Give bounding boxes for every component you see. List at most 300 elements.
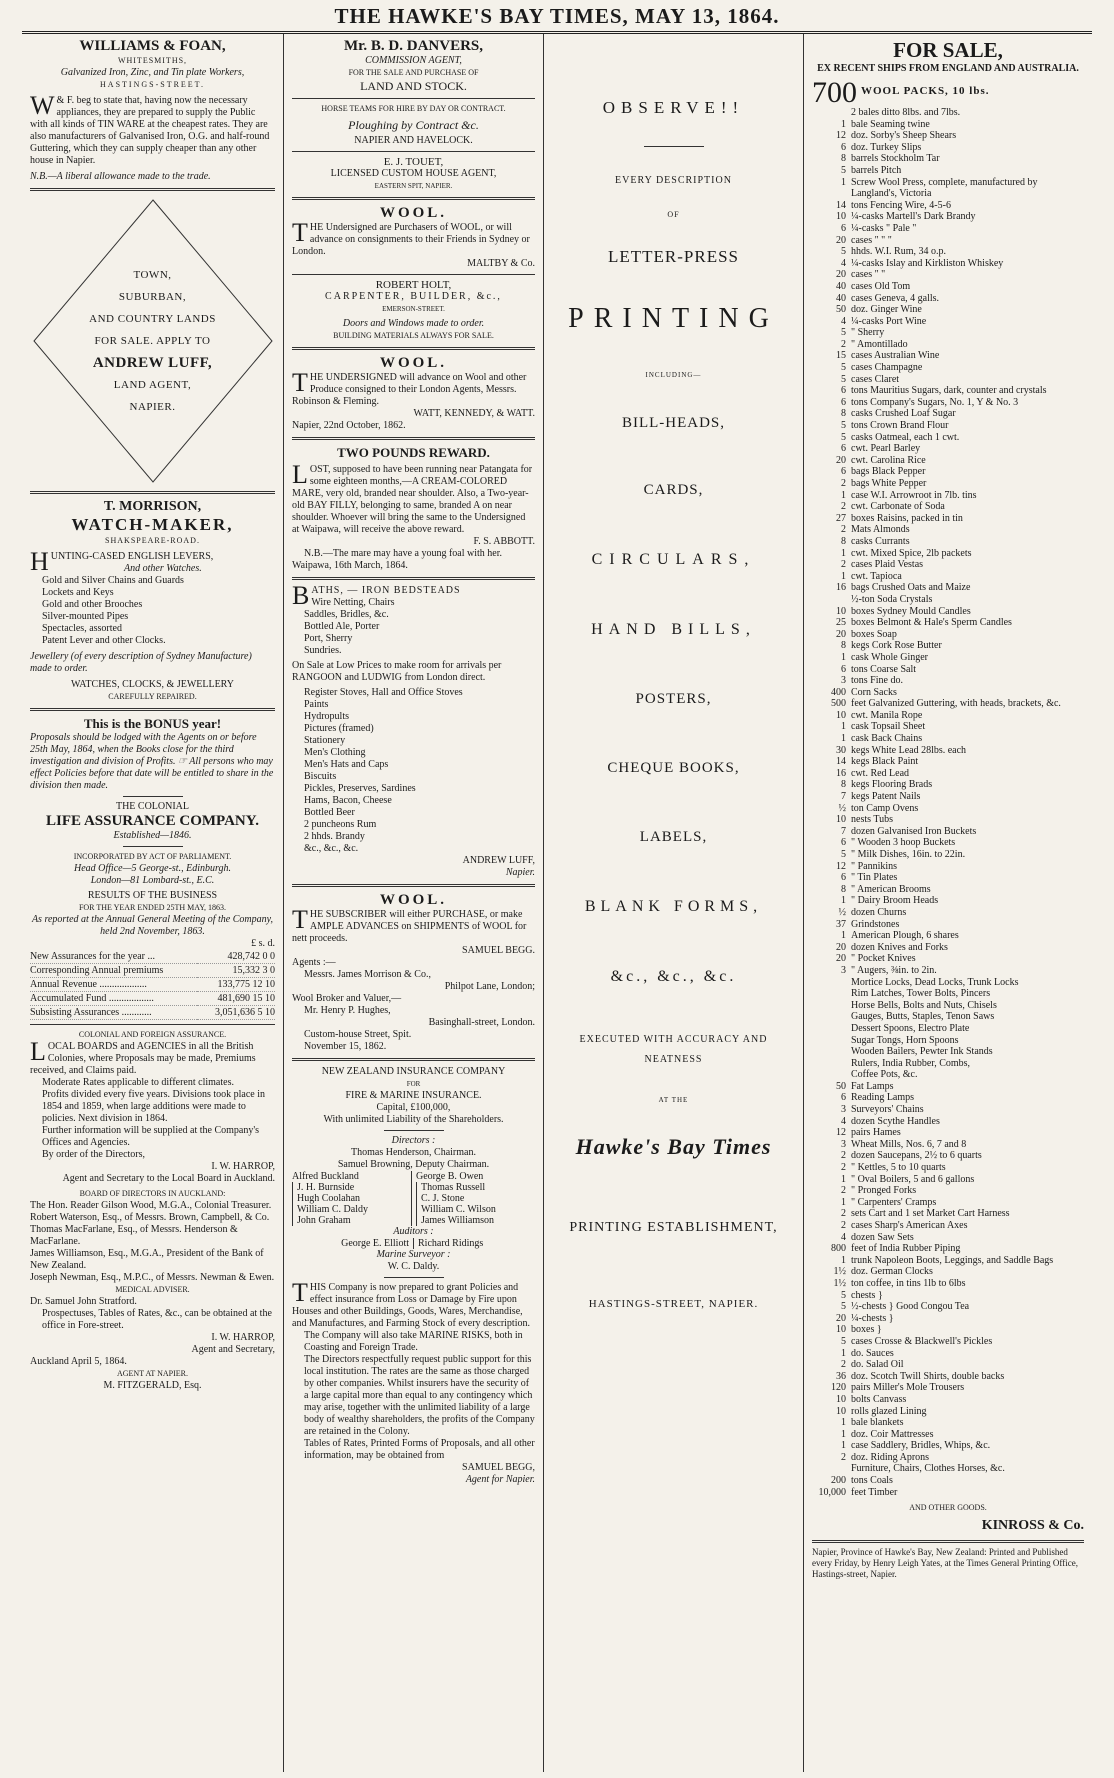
list-item: Port, Sherry <box>304 633 353 644</box>
list-item <box>812 1081 1084 1093</box>
list-item <box>812 965 1084 977</box>
ad-title: This is the BONUS year! <box>83 716 222 731</box>
item-description: cwt. Carbonate of Soda <box>851 501 945 513</box>
ad-line: NAPIER AND HAVELOCK. <box>354 135 473 146</box>
print-including: INCLUDING— <box>645 371 702 379</box>
lead-quantity: 700 <box>812 76 857 109</box>
item-quantity: 2 <box>841 478 846 489</box>
date-line: Napier, 22nd October, 1862. <box>292 420 406 431</box>
item-description: " Pronged Forks <box>851 1185 917 1197</box>
item-quantity: 1 <box>841 930 846 942</box>
item-quantity: 10,000 <box>818 1486 846 1498</box>
list-item <box>812 710 1084 722</box>
item-description: cases Geneva, 4 galls. <box>851 292 940 304</box>
item-quantity <box>812 1069 851 1081</box>
item-description: chests } <box>851 1289 883 1301</box>
item-description: sets Cart and 1 set Market Cart Harness <box>851 1208 1010 1220</box>
list-item <box>812 536 1084 548</box>
print-establishment: PRINTING ESTABLISHMENT, <box>569 1220 778 1235</box>
item-description: kegs Black Paint <box>851 756 919 768</box>
date-line: November 15, 1862. <box>304 1041 387 1052</box>
item-description: kegs Cork Rose Butter <box>851 640 942 652</box>
company-pre: THE COLONIAL <box>115 801 190 812</box>
divider <box>292 884 535 887</box>
item-quantity: 1 <box>841 489 846 501</box>
list-item <box>812 1058 1084 1070</box>
divider <box>30 1024 275 1025</box>
diamond-line: NAPIER. <box>129 401 176 413</box>
list-item <box>812 130 1084 142</box>
item-description: dozen Knives and Forks <box>851 941 948 953</box>
signature-role: Agent for Napier. <box>465 1474 535 1485</box>
table-row <box>30 992 275 1006</box>
item-description: dozen Scythe Handles <box>851 1115 940 1127</box>
item-description: Grindstones <box>851 918 900 930</box>
list-item <box>812 455 1084 467</box>
ad-address: SHAKSPEARE-ROAD. <box>105 536 200 545</box>
directors-left <box>292 1171 411 1226</box>
item-description: tons Mauritius Sugars, dark, counter and crystals <box>851 385 1047 397</box>
item-quantity: 2 <box>841 1208 846 1220</box>
item-description: doz. Sorby's Sheep Shears <box>851 130 957 142</box>
ad-subtitle: FIRE & MARINE INSURANCE. <box>345 1090 482 1101</box>
list-item: Men's Hats and Caps <box>304 759 389 770</box>
item-description: boxes Soap <box>851 628 897 640</box>
item-description: ¼-casks " Pale " <box>851 222 917 234</box>
print-cheque: CHEQUE BOOKS, <box>607 760 740 776</box>
row-label: Subsisting Assurances ............ <box>30 1006 197 1020</box>
item-quantity: 2 <box>841 524 846 536</box>
ad-body <box>292 905 535 945</box>
item-description: tons Fine do. <box>851 675 903 687</box>
list-item: Thomas Russell <box>416 1182 535 1193</box>
item-quantity: 7 <box>841 825 846 837</box>
list-item <box>812 629 1084 641</box>
surveyor-name: W. C. Daldy. <box>387 1261 440 1272</box>
agent-line: Basinghall-street, London. <box>428 1017 535 1028</box>
ad-note: Jewellery (of every description of Sydney Manufacture) made to order. <box>30 651 252 674</box>
list-item <box>812 1417 1084 1429</box>
list-item <box>812 1290 1084 1302</box>
item-list <box>292 687 535 855</box>
list-item <box>812 768 1084 780</box>
item-quantity: 5 <box>841 420 846 432</box>
item-description: ¼-casks Port Wine <box>851 315 927 327</box>
item-description: " Amontillado <box>851 338 908 350</box>
surveyor-heading: Marine Surveyor : <box>376 1249 451 1260</box>
item-description: kegs White Lead 28lbs. each <box>851 744 967 756</box>
item-description: doz. Coir Mattresses <box>851 1428 934 1440</box>
ad-wool-begg <box>292 892 535 1053</box>
row-label: New Assurances for the year ... <box>30 950 197 964</box>
list-item <box>812 374 1084 386</box>
agent-heading: AGENT AT NAPIER. <box>116 1369 189 1378</box>
list-item <box>812 513 1084 525</box>
signature: ANDREW LUFF, <box>462 855 535 866</box>
item-description: cases Claret <box>851 373 900 385</box>
ad-body <box>292 1278 535 1330</box>
list-item <box>812 1116 1084 1128</box>
diamond-text <box>30 264 275 418</box>
item-description: case W.I. Arrowroot in 7lb. tins <box>851 489 977 501</box>
order-line: By order of the Directors, <box>42 1149 146 1160</box>
list-item <box>812 1092 1084 1104</box>
list-item: Thomas MacFarlane, Esq., of Messrs. Henderson & MacFarlane. <box>30 1224 238 1247</box>
list-item: James Williamson, Esq., M.G.A., President of the Bank of New Zealand. <box>30 1248 264 1271</box>
item-description: " Milk Dishes, 16in. to 22in. <box>851 849 966 860</box>
list-item <box>812 675 1084 687</box>
ad-title: WOOL. <box>379 892 448 908</box>
drop-cap: T <box>292 905 308 934</box>
ad-role: CARPENTER, BUILDER, &c., <box>325 291 502 302</box>
item-list <box>292 597 535 657</box>
list-item <box>812 200 1084 212</box>
item-quantity: 14 <box>836 756 846 768</box>
list-item <box>812 1278 1084 1290</box>
item-description: Wheat Mills, Nos. 6, 7 and 8 <box>851 1138 967 1150</box>
item-description: " Kettles, 5 to 10 quarts <box>851 1162 946 1174</box>
item-description: doz. Scotch Twill Shirts, double backs <box>851 1370 1005 1382</box>
list-item <box>812 316 1084 328</box>
item-quantity: 20 <box>836 941 846 953</box>
item-description: doz. Ginger Wine <box>851 304 922 316</box>
diamond-line: LAND AGENT, <box>113 379 192 391</box>
for-sale-lead <box>812 76 1084 109</box>
list-item: James Williamson <box>416 1215 535 1226</box>
item-quantity: 5 <box>841 431 846 443</box>
list-item <box>812 1023 1084 1035</box>
ad-body-text: & F. beg to state that, having now the necessary appliances, they are prepared to supply the Public with all kinds of TIN WARE at the cheapest rates. They are also manufacturers of Galvanised Iron, O.G. and half-round Guttering, which they can supply cheaper than any other house in Napier. <box>30 95 270 166</box>
item-description: Rim Latches, Tower Bolts, Pincers <box>851 988 991 1000</box>
item-description: Gauges, Butts, Staples, Tenon Saws <box>851 1011 995 1023</box>
list-item <box>812 1394 1084 1406</box>
table-row <box>30 964 275 978</box>
imprint: Napier, Province of Hawke's Bay, New Zealand: Printed and Published every Friday, by Henry Leigh Yates, at the Times General Printing Office, Hastings-street, Napier. <box>812 1540 1084 1580</box>
list-item <box>812 849 1084 861</box>
foreign-body <box>30 1037 275 1077</box>
list-item <box>812 988 1084 1000</box>
item-quantity: 10 <box>836 709 846 721</box>
item-quantity <box>812 1023 851 1035</box>
ad-baths-luff <box>292 581 535 879</box>
divider <box>292 197 535 200</box>
ad-body <box>292 368 535 408</box>
item-quantity: 2 <box>841 338 846 350</box>
item-description: bolts Canvass <box>851 1393 907 1405</box>
list-item <box>812 1359 1084 1371</box>
list-item <box>812 953 1084 965</box>
item-quantity: 6 <box>841 663 846 675</box>
list-item <box>812 698 1084 710</box>
item-description: tons Company's Sugars, No. 1, Y & No. 3 <box>851 396 1019 408</box>
list-item: Pictures (framed) <box>304 723 374 734</box>
for-sale-subtitle: EX RECENT SHIPS FROM ENGLAND AND AUSTRALIA. <box>817 63 1079 74</box>
list-item <box>812 281 1084 293</box>
ad-line: HORSE TEAMS FOR HIRE BY DAY OR CONTRACT. <box>321 104 506 113</box>
item-description: " Augers, ⅜in. to 2in. <box>851 964 937 976</box>
list-item <box>812 1382 1084 1394</box>
item-description: doz. Riding Aprons <box>851 1451 930 1463</box>
list-item <box>812 779 1084 791</box>
divider <box>123 846 183 847</box>
item-description: casks Crushed Loaf Sugar <box>851 408 956 420</box>
list-item <box>812 687 1084 699</box>
list-item <box>812 339 1084 351</box>
signature: SAMUEL BEGG. <box>462 945 535 956</box>
list-item <box>812 907 1084 919</box>
ad-andrew-luff-lands <box>30 196 275 486</box>
item-quantity: 5 <box>841 1335 846 1347</box>
ad-body-text: The Directors respectfully request public support for this local institution. The rates are the same as those charged by other companies. Whilst insurers have the security of a large capital more than equal to any contingency which may arise, together with the unlimited liability of a large body of wealthy shareholders, the profits of the Company are retained in the Colony. <box>304 1354 535 1437</box>
item-quantity: 120 <box>831 1382 846 1394</box>
row-label: Annual Revenue ................... <box>30 978 197 992</box>
item-quantity: 16 <box>836 582 846 594</box>
print-etc: &c., &c., &c. <box>610 968 737 985</box>
agent-line: Philpot Lane, London; <box>444 981 535 992</box>
list-item <box>812 385 1084 397</box>
auditors-heading: Auditors : <box>393 1226 434 1237</box>
ad-address: EASTERN SPIT, NAPIER. <box>374 182 453 190</box>
diamond-line: TOWN, <box>133 269 172 281</box>
ad-address: EMERSON-STREET. <box>382 305 445 313</box>
divider <box>292 98 535 99</box>
list-item: Patent Lever and other Clocks. <box>42 635 166 646</box>
ad-title: WILLIAMS & FOAN, <box>79 38 226 54</box>
item-description: Fat Lamps <box>851 1080 894 1092</box>
foreign-body-text: Further information will be supplied at the Company's Offices and Agencies. <box>42 1125 260 1148</box>
list-item <box>812 733 1084 745</box>
item-description: " Sherry <box>851 327 885 339</box>
list-item <box>812 304 1084 316</box>
item-quantity: 200 <box>831 1475 846 1487</box>
item-quantity: 27 <box>836 512 846 524</box>
item-quantity <box>812 988 851 1000</box>
item-quantity: 12 <box>836 860 846 872</box>
ad-lead-text: UNTING-CASED ENGLISH LEVERS, <box>50 551 214 562</box>
list-item <box>812 211 1084 223</box>
item-quantity: 5 <box>841 1289 846 1301</box>
list-item <box>812 478 1084 490</box>
drop-cap: B <box>292 581 310 610</box>
item-description: dozen Saucepans, 2½ to 6 quarts <box>851 1150 982 1162</box>
list-item: Hams, Bacon, Cheese <box>304 795 392 806</box>
item-description: bags Black Pepper <box>851 466 926 478</box>
diamond-line: AND COUNTRY LANDS <box>89 313 216 325</box>
divider <box>384 1277 444 1278</box>
list-item <box>812 408 1084 420</box>
item-description: Mats Almonds <box>851 524 910 536</box>
ad-nz-insurance <box>292 1066 535 1486</box>
list-item: Gold and other Brooches <box>42 599 143 610</box>
item-quantity: 8 <box>841 779 846 791</box>
list-item <box>812 1185 1084 1197</box>
print-every: EVERY DESCRIPTION <box>615 175 732 186</box>
ad-body <box>30 91 275 167</box>
print-of: OF <box>667 210 680 219</box>
ad-title: WOOL. <box>379 355 448 371</box>
list-item <box>812 1336 1084 1348</box>
item-description: Surveyors' Chains <box>851 1104 924 1116</box>
list-item <box>812 1127 1084 1139</box>
company-title: LIFE ASSURANCE COMPANY. <box>46 813 259 829</box>
item-quantity: 50 <box>836 1080 846 1092</box>
item-description: cases Plaid Vestas <box>851 559 924 571</box>
company-head-office: Head Office—5 George-st., Edinburgh. <box>73 863 231 874</box>
item-list <box>30 575 275 647</box>
divider <box>292 274 535 275</box>
list-item <box>812 1011 1084 1023</box>
signature: I. W. HARROP, <box>211 1332 275 1343</box>
item-quantity: 36 <box>836 1370 846 1382</box>
item-quantity: 6 <box>841 466 846 478</box>
foreign-body-text: Moderate Rates applicable to different climates. <box>42 1077 234 1088</box>
item-description: casks Oatmeal, each 1 cwt. <box>851 431 960 443</box>
item-quantity: 2 <box>841 1451 846 1463</box>
list-item <box>812 1440 1084 1452</box>
item-description: tons Coals <box>851 1475 893 1487</box>
item-description: kegs Patent Nails <box>851 791 921 803</box>
item-description: ½-ton Soda Crystals <box>851 593 933 605</box>
list-item <box>812 490 1084 502</box>
list-item: Biscuits <box>304 771 337 782</box>
column-1 <box>22 34 284 1772</box>
agent-line: Mr. Henry P. Hughes, <box>304 1005 391 1016</box>
table-row <box>30 950 275 964</box>
list-item <box>812 432 1084 444</box>
ad-title: NEW ZEALAND INSURANCE COMPANY <box>321 1066 506 1077</box>
item-quantity: 6 <box>841 141 846 153</box>
item-description: bags Crushed Oats and Maize <box>851 582 971 594</box>
ad-subtitle: Galvanized Iron, Zinc, and Tin plate Workers, <box>60 67 245 78</box>
item-description: Screw Wool Press, complete, manufactured by Langland's, Victoria <box>851 176 1038 200</box>
ad-danvers <box>292 38 535 147</box>
item-description: " Pocket Knives <box>851 953 916 965</box>
item-quantity: 12 <box>836 130 846 142</box>
signature: KINROSS & Co. <box>981 1518 1084 1534</box>
row-label: Accumulated Fund .................. <box>30 992 197 1006</box>
foreign-body-text: Profits divided every five years. Divisions took place in 1854 and 1859, when large additions were made to policies. Next division in 1864. <box>42 1089 266 1124</box>
ad-body-text: The Company will also take MARINE RISKS, both in Coasting and Foreign Trade. <box>304 1330 523 1353</box>
item-description: barrels Stockholm Tar <box>851 153 940 165</box>
list-item <box>812 559 1084 571</box>
print-labels: LABELS, <box>639 829 708 845</box>
divider <box>30 491 275 494</box>
item-description: " Pannikins <box>851 860 898 872</box>
item-description: tons Fencing Wire, 4-5-6 <box>851 199 951 211</box>
item-description: ½-chests } Good Congou Tea <box>851 1301 970 1313</box>
lead-description: WOOL PACKS, 10 lbs. <box>861 85 990 97</box>
table-row <box>30 1006 275 1020</box>
item-description: Furniture, Chairs, Clothes Horses, &c. <box>851 1463 1005 1475</box>
item-description: boxes } <box>851 1324 882 1336</box>
company-est: Established—1846. <box>113 830 192 841</box>
list-item: Register Stoves, Hall and Office Stoves <box>304 687 463 698</box>
item-quantity <box>812 1463 851 1475</box>
list-item <box>812 350 1084 362</box>
masthead: THE HAWKE'S BAY TIMES, MAY 13, 1864. <box>22 0 1092 34</box>
ad-title: TWO POUNDS REWARD. <box>337 445 490 460</box>
print-paper-name: Hawke's Bay Times <box>575 1134 772 1159</box>
item-description: feet of India Rubber Piping <box>851 1243 961 1255</box>
item-quantity: 2 <box>841 1162 846 1174</box>
item-quantity: 1 <box>841 1440 846 1452</box>
item-description: tons Coarse Salt <box>851 663 916 675</box>
list-item: Richard Ridings <box>413 1238 535 1249</box>
sale-note: On Sale at Low Prices to make room for arrivals per RANGOON and LUDWIG from London direct. <box>292 660 502 683</box>
item-quantity: 5 <box>841 246 846 258</box>
ad-wool-watt <box>292 355 535 432</box>
results-note: As reported at the Annual General Meeting of the Company, held 2nd November, 1863. <box>31 914 274 937</box>
item-quantity: 2 <box>841 501 846 513</box>
medical-heading: MEDICAL ADVISER. <box>115 1285 190 1294</box>
list-item: Bottled Ale, Porter <box>304 621 380 632</box>
divider <box>292 577 535 580</box>
divider <box>30 188 275 191</box>
list-item <box>812 1197 1084 1209</box>
list-item <box>812 1301 1084 1313</box>
list-item: 2 hhds. Brandy <box>304 831 365 842</box>
item-description: cases Old Tom <box>851 280 911 292</box>
item-quantity: 6 <box>841 1092 846 1104</box>
list-item: 2 puncheons Rum <box>304 819 377 830</box>
ad-body-text: Tables of Rates, Printed Forms of Proposals, and all other information, may be obtained from <box>304 1438 535 1461</box>
list-item: Men's Clothing <box>304 747 366 758</box>
ad-subtitle: LAND AND STOCK. <box>360 79 467 93</box>
item-quantity: 5 <box>841 327 846 339</box>
item-quantity: 10 <box>836 1405 846 1417</box>
list-item: Stationery <box>304 735 346 746</box>
print-circulars: CIRCULARS, <box>591 551 756 568</box>
auditors-table <box>292 1238 535 1249</box>
item-description: " Tin Plates <box>851 872 898 884</box>
list-item <box>812 884 1084 896</box>
item-description: dozen Saw Sets <box>851 1231 914 1243</box>
ad-body-text: HIS Company is now prepared to grant Policies and effect insurance from Loss or Damage by Fire upon Houses and other Buildings, Goods, Wares, Merchandise, and Manufactures, and Farming Stock of every description. <box>292 1282 530 1329</box>
divider <box>292 1058 535 1061</box>
ad-note: N.B.—A liberal allowance made to the trade. <box>30 171 211 182</box>
list-item <box>812 721 1084 733</box>
list-item: Wire Netting, Chairs <box>311 597 395 608</box>
item-quantity: 20 <box>836 454 846 466</box>
print-handbills: HAND BILLS, <box>591 621 756 638</box>
signature: WATT, KENNEDY, & WATT. <box>413 408 535 419</box>
director-line: Samuel Browning, Deputy Chairman. <box>337 1159 490 1170</box>
item-description: Mortice Locks, Dead Locks, Trunk Locks <box>851 976 1019 988</box>
date-line: Waipawa, 16th March, 1864. <box>292 560 408 571</box>
ad-title: Mr. B. D. DANVERS, <box>343 38 484 54</box>
item-quantity: 1 <box>841 1417 846 1429</box>
column-3 <box>544 34 804 1772</box>
item-description: boxes Raisins, packed in tin <box>851 512 963 524</box>
item-description: doz. German Clocks <box>851 1266 933 1278</box>
item-description: barrels Pitch <box>851 164 902 176</box>
item-quantity: 15 <box>836 350 846 362</box>
agent-line: Custom-house Street, Spit. <box>304 1029 412 1040</box>
print-billheads: BILL-HEADS, <box>621 415 726 431</box>
ad-touet <box>292 156 535 192</box>
item-quantity: 1 <box>841 651 846 663</box>
list-item <box>812 165 1084 177</box>
for-sale-title: FOR SALE, <box>893 38 1003 62</box>
item-description: cwt. Manila Rope <box>851 709 923 721</box>
item-quantity: 1 <box>841 1428 846 1440</box>
list-item <box>812 1406 1084 1418</box>
item-quantity: 5 <box>841 164 846 176</box>
item-description: cask Back Chains <box>851 733 923 745</box>
ad-title: E. J. TOUET, <box>383 156 444 168</box>
item-description: feet Galvanized Guttering, with heads, brackets, &c. <box>851 698 1061 710</box>
prospectus-note: Prospectuses, Tables of Rates, &c., can be obtained at the office in Fore-street. <box>42 1308 272 1331</box>
